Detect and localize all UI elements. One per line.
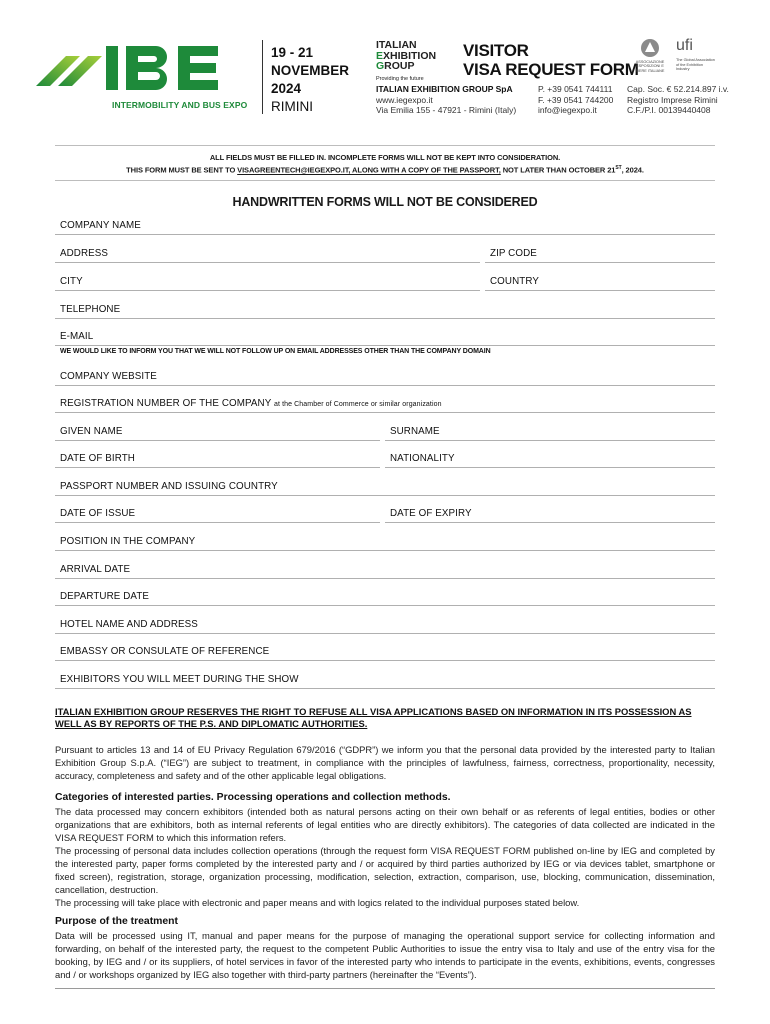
hotel-label: HOTEL NAME AND ADDRESS bbox=[60, 619, 198, 630]
telephone-input[interactable] bbox=[55, 318, 715, 319]
categories-paragraph: The data processed may concern exhibitors (intended both as natural persons acting on their own behalf or as referents of legal entities, bodies or other organizations that are exhibitors, both as internal referents of legal entities who are directly exhibitors). The categories of data collected are indicated in the VISA REQUEST FORM to which this information refers. bbox=[55, 806, 715, 843]
notice-deadline-sup: ST bbox=[615, 165, 622, 171]
ufi-badge bbox=[676, 38, 716, 72]
field-city-country bbox=[55, 271, 715, 291]
company-name-label: COMPANY NAME bbox=[60, 220, 141, 231]
company-address: Via Emilia 155 - 47921 - Rimini (Italy) bbox=[376, 105, 517, 115]
departure-label: DEPARTURE DATE bbox=[60, 591, 150, 602]
aefi-badge bbox=[630, 38, 670, 73]
company-phones bbox=[538, 84, 613, 116]
company-website-input[interactable] bbox=[55, 385, 715, 386]
address-input[interactable] bbox=[55, 262, 480, 263]
date-of-expiry-label: DATE OF EXPIRY bbox=[390, 508, 472, 519]
notice-bottom-rule bbox=[55, 180, 715, 181]
nationality-label: NATIONALITY bbox=[390, 453, 455, 464]
email: info@iegexpo.it bbox=[538, 105, 597, 115]
field-birth-nationality bbox=[55, 448, 715, 468]
telephone-label: TELEPHONE bbox=[60, 304, 121, 315]
company-name-input[interactable] bbox=[55, 234, 715, 235]
email-note: WE WOULD LIKE TO INFORM YOU THAT WE WILL NOT FOLLOW UP ON EMAIL ADDRESSES OTHER THAN THE COMPANY DOMAIN bbox=[60, 348, 491, 355]
company-web: www.iegexpo.it bbox=[376, 94, 433, 105]
date-of-expiry-input[interactable] bbox=[385, 522, 715, 523]
ibe-logo bbox=[36, 42, 256, 100]
exhibitors-label: EXHIBITORS YOU WILL MEET DURING THE SHOW bbox=[60, 674, 299, 685]
registration-number-input[interactable] bbox=[55, 412, 715, 413]
field-embassy[interactable] bbox=[55, 641, 715, 661]
submission-email-link[interactable]: VISAGREENTECH@IEGEXPO.IT, ALONG WITH A COPY OF THE PASSPORT, bbox=[237, 165, 501, 175]
country-label: COUNTRY bbox=[490, 276, 539, 287]
hotel-input[interactable] bbox=[55, 633, 715, 634]
vat-number: C.F./P.I. 00139440408 bbox=[627, 105, 711, 115]
registration-number-text: REGISTRATION NUMBER OF THE COMPANY bbox=[60, 398, 272, 409]
processing-paragraph: The processing of personal data includes collection operations (through the request form VISA REQUEST FORM published on-line by IEG and completed by the interested party, paper forms completed by the interested party and / or acquired by third parties authorized by IEG or via devices tablet, smartphone or fixed screen), registration, storage, organization processing, modification, selection, extraction, comparison, use, blocking, communication, dissemination, cancellation, destruction. bbox=[55, 845, 715, 895]
field-address-zip bbox=[55, 243, 715, 263]
departure-input[interactable] bbox=[55, 605, 715, 606]
field-email[interactable] bbox=[55, 326, 715, 346]
company-legal bbox=[627, 84, 729, 116]
event-month: NOVEMBER bbox=[271, 63, 350, 78]
country-input[interactable] bbox=[485, 290, 715, 291]
notice-line2 bbox=[55, 163, 715, 176]
divider bbox=[262, 40, 263, 114]
notice-deadline: NOT LATER THAN OCTOBER 21 bbox=[500, 165, 616, 175]
notice-line1: ALL FIELDS MUST BE FILLED IN. INCOMPLETE FORMS WILL NOT BE KEPT INTO CONSIDERATION. bbox=[209, 153, 561, 162]
registration-number-note: at the Chamber of Commerce or similar organization bbox=[273, 401, 442, 408]
zip-code-input[interactable] bbox=[485, 262, 715, 263]
purpose-heading: Purpose of the treatment bbox=[55, 916, 178, 927]
date-of-issue-input[interactable] bbox=[55, 522, 380, 523]
fax: F. +39 0541 744200 bbox=[538, 94, 614, 105]
position-input[interactable] bbox=[55, 550, 715, 551]
nationality-input[interactable] bbox=[385, 467, 715, 468]
email-input[interactable] bbox=[55, 345, 715, 346]
bottom-rule bbox=[55, 988, 715, 989]
date-of-issue-label: DATE OF ISSUE bbox=[60, 508, 136, 519]
company-name: ITALIAN EXHIBITION GROUP SpA bbox=[376, 84, 513, 94]
arrival-label: ARRIVAL DATE bbox=[60, 564, 131, 575]
field-arrival[interactable] bbox=[55, 559, 715, 579]
aefi-logo-icon bbox=[640, 38, 660, 58]
surname-label: SURNAME bbox=[390, 426, 440, 437]
field-company-name[interactable] bbox=[55, 215, 715, 235]
submission-notice bbox=[55, 152, 715, 176]
given-name-label: GIVEN NAME bbox=[60, 426, 123, 437]
arrival-input[interactable] bbox=[55, 578, 715, 579]
passport-input[interactable] bbox=[55, 495, 715, 496]
exhibitors-input[interactable] bbox=[55, 688, 715, 689]
field-issue-expiry bbox=[55, 503, 715, 523]
page-header bbox=[0, 0, 770, 135]
field-position[interactable] bbox=[55, 531, 715, 551]
event-days: 19 - 21 bbox=[271, 45, 314, 60]
date-of-birth-input[interactable] bbox=[55, 467, 380, 468]
field-hotel[interactable] bbox=[55, 614, 715, 634]
company-contact bbox=[376, 84, 516, 116]
share-capital: Cap. Soc. € 52.214.897 i.v. bbox=[627, 84, 729, 94]
expo-subtitle: INTERMOBILITY AND BUS EXPO bbox=[112, 100, 248, 110]
position-label: POSITION IN THE COMPANY bbox=[60, 536, 196, 547]
ieg-logo-letter-e: E bbox=[376, 49, 384, 62]
date-of-birth-label: DATE OF BIRTH bbox=[60, 453, 135, 464]
notice-deadline-end: , 2024. bbox=[621, 165, 644, 175]
means-paragraph: The processing will take place with electronic and paper means and with logics related to the individual purposes stated below. bbox=[55, 897, 580, 908]
notice-line2-pre: THIS FORM MUST BE SENT TO bbox=[126, 165, 238, 175]
registration-number-label bbox=[60, 398, 442, 409]
ieg-logo-tagline: Providing the future bbox=[376, 75, 424, 82]
ieg-logo-line2: XHIBITION bbox=[383, 49, 437, 62]
event-year: 2024 bbox=[271, 81, 302, 96]
ieg-logo-line3: ROUP bbox=[384, 60, 415, 72]
field-names bbox=[55, 421, 715, 441]
field-registration-number[interactable] bbox=[55, 393, 715, 413]
field-telephone[interactable] bbox=[55, 299, 715, 319]
privacy-paragraph: Pursuant to articles 13 and 14 of EU Privacy Regulation 679/2016 (“GDPR”) we inform you that the personal data provided by the interested party to Italian Exhibition Group S.p.A. (“IEG”) are subject to treatment, in compliance with the principles of lawfulness, fairness, correctness, proportionality, necessity, accuracy, completeness and safety and of the other applicable legal obligations. bbox=[55, 744, 715, 781]
form-title bbox=[463, 41, 639, 79]
event-city: RIMINI bbox=[271, 99, 313, 114]
ieg-logo-letter-g: G bbox=[376, 60, 385, 72]
field-departure[interactable] bbox=[55, 586, 715, 606]
zip-code-label: ZIP CODE bbox=[490, 248, 537, 259]
aefi-text: ASSOCIAZIONE ESPOSIZIONI E FIERE ITALIANE bbox=[635, 59, 665, 73]
notice-top-rule bbox=[55, 145, 715, 146]
form-title-line2: VISA REQUEST FORM bbox=[463, 60, 639, 79]
field-passport[interactable] bbox=[55, 476, 715, 496]
ufi-text: The Global Association of the Exhibition Industry bbox=[676, 58, 715, 71]
given-name-input[interactable] bbox=[55, 440, 380, 441]
field-company-website[interactable] bbox=[55, 366, 715, 386]
categories-heading: Categories of interested parties. Processing operations and collection methods. bbox=[55, 792, 451, 803]
field-exhibitors[interactable] bbox=[55, 669, 715, 689]
form-title-line1: VISITOR bbox=[463, 41, 529, 60]
ieg-logo-line1: ITALIAN bbox=[376, 39, 417, 51]
registry: Registro Imprese Rimini bbox=[627, 94, 718, 105]
surname-input[interactable] bbox=[385, 440, 715, 441]
ieg-logo bbox=[376, 40, 436, 84]
embassy-input[interactable] bbox=[55, 660, 715, 661]
city-input[interactable] bbox=[55, 290, 480, 291]
refusal-notice: ITALIAN EXHIBITION GROUP RESERVES THE RIGHT TO REFUSE ALL VISA APPLICATIONS BASED ON INFORMATION IN ITS POSSESSION AS WELL AS BY REPORTS OF THE P.S. AND DIPLOMATIC AUTHORITIES. bbox=[55, 706, 692, 729]
email-label: E-MAIL bbox=[60, 331, 94, 342]
ufi-logo: ufi bbox=[676, 37, 693, 54]
handwritten-warning: HANDWRITTEN FORMS WILL NOT BE CONSIDERED bbox=[232, 195, 538, 209]
purpose-paragraph: Data will be processed using IT, manual and paper means for the purpose of managing the operational support service for collecting information and forwarding, on behalf of the interested party, the request to the competent Public Authorities to issue the entry visa to Italy and use of the entry visa for the booking, by IEG and / or its suppliers, of hotel services in favor of the interested party who intends to participate in the events, exhibitions, events, congresses and / or workshops organized by IEG also together with third-party partners (hereinafter the “Events”). bbox=[55, 930, 715, 980]
city-label: CITY bbox=[60, 276, 83, 287]
passport-label: PASSPORT NUMBER AND ISSUING COUNTRY bbox=[60, 481, 278, 492]
company-website-label: COMPANY WEBSITE bbox=[60, 371, 157, 382]
embassy-label: EMBASSY OR CONSULATE OF REFERENCE bbox=[60, 646, 270, 657]
event-dates bbox=[271, 44, 371, 116]
address-label: ADDRESS bbox=[60, 248, 109, 259]
phone: P. +39 0541 744111 bbox=[538, 84, 613, 94]
